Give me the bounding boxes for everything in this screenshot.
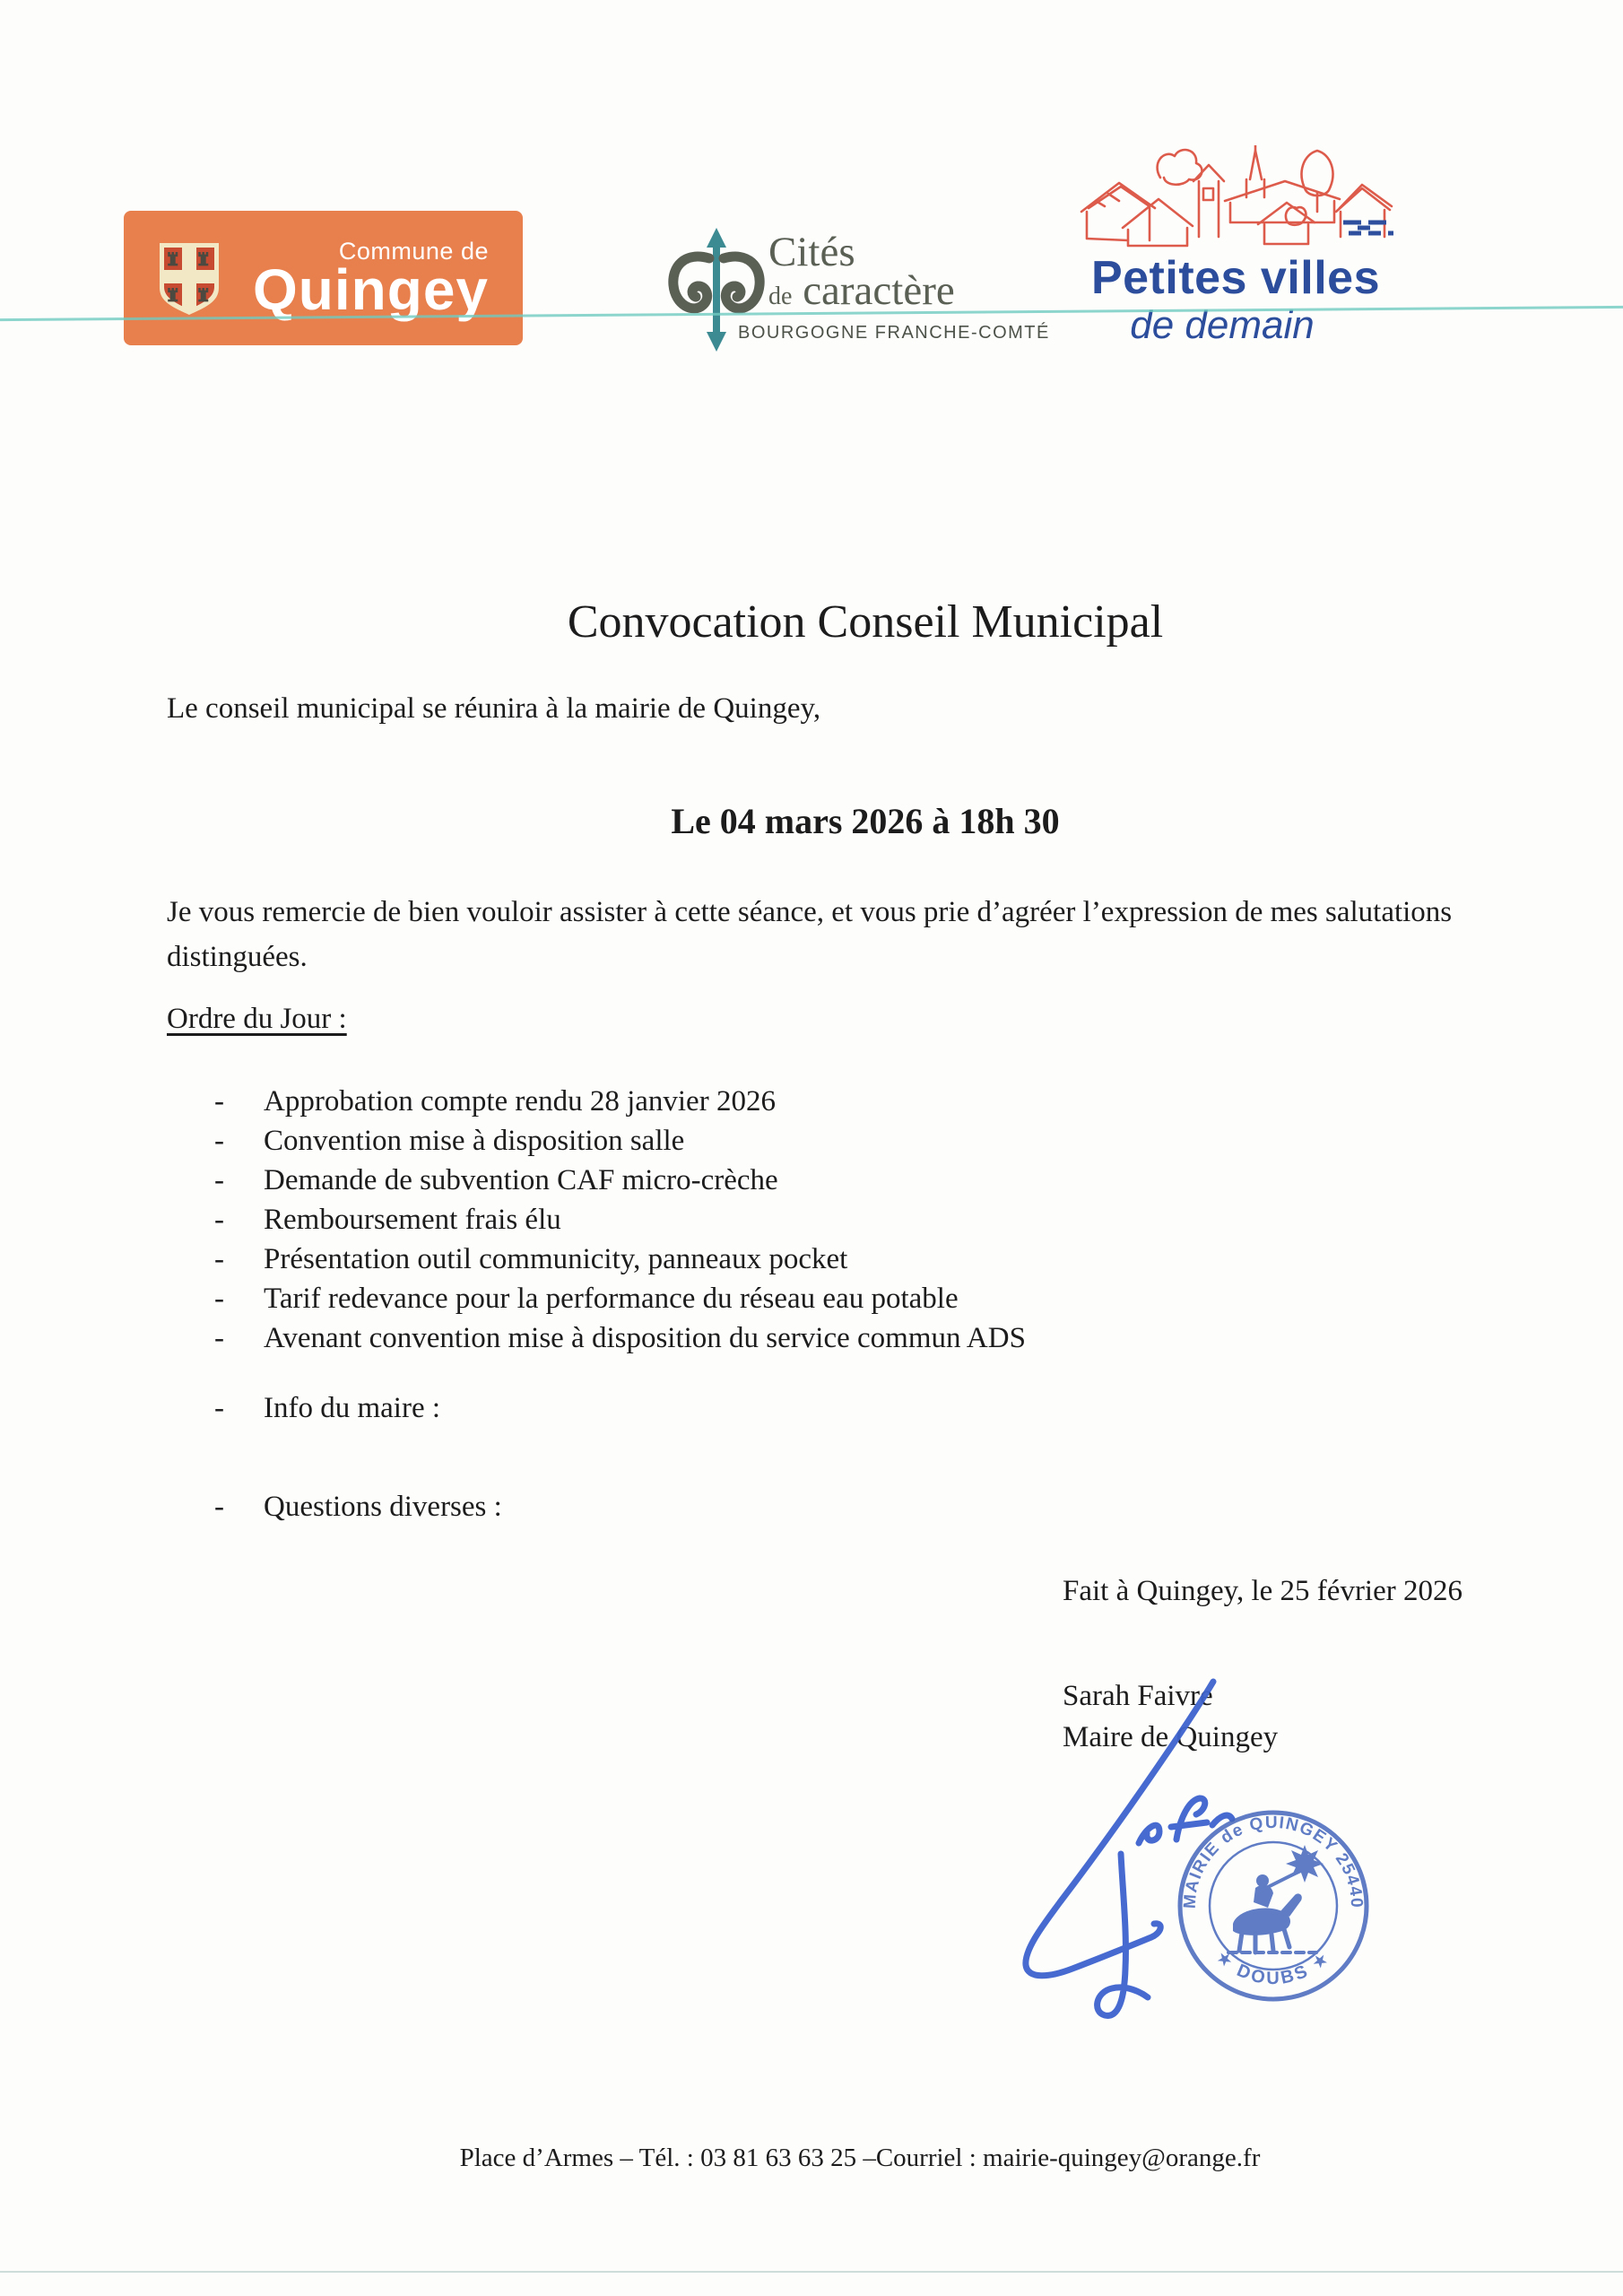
document-title: Convocation Conseil Municipal	[567, 596, 1164, 648]
quingey-logo-tagline: Commune de	[338, 238, 489, 265]
bullet-dash: -	[214, 1204, 224, 1236]
agenda-item-questions-diverses	[214, 1491, 502, 1524]
agenda-item-text: Avenant convention mise à disposition du service commun ADS	[264, 1322, 1026, 1354]
footer-contact: Place d’Armes – Tél. : 03 81 63 63 25 –Courriel : mairie-quingey@orange.fr	[459, 2144, 1261, 2172]
stamp-text-top: MAIRIE de QUINGEY 25440	[1180, 1813, 1367, 1909]
agenda-item-text: Présentation outil communicity, panneaux pocket	[264, 1243, 848, 1275]
courtesy-paragraph: Je vous remercie de bien vouloir assister à cette séance, et vous prie d’agréer l’expression de mes salutations distinguées.	[167, 896, 1453, 973]
petites-villes-de-demain-logo	[1074, 145, 1406, 361]
closing-place-date: Fait à Quingey, le 25 février 2026	[1063, 1575, 1462, 1607]
quingey-logo-name: Quingey	[252, 257, 489, 322]
signatory-name: Sarah Faivre	[1063, 1680, 1213, 1712]
meeting-datetime: Le 04 mars 2026 à 18h 30	[671, 801, 1060, 841]
quingey-coat-of-arms-icon	[158, 241, 221, 317]
intro-line: Le conseil municipal se réunira à la mairie de Quingey,	[167, 692, 821, 725]
cites-logo-region: BOURGOGNE FRANCHE-COMTÉ	[738, 323, 1050, 343]
cites-logo-line2: caractère	[803, 267, 955, 314]
agenda-item-text: Convention mise à disposition salle	[264, 1125, 685, 1157]
agenda-item-text: Info du maire :	[264, 1392, 441, 1424]
agenda-item	[214, 1082, 1026, 1121]
official-stamp	[1166, 1798, 1381, 2013]
agenda-item-text: Demande de subvention CAF micro-crèche	[264, 1164, 778, 1196]
pvd-logo-line1: Petites villes	[1090, 252, 1381, 304]
agenda-item	[214, 1239, 1026, 1279]
agenda-item-text: Approbation compte rendu 28 janvier 2026	[264, 1085, 776, 1118]
agenda-heading: Ordre du Jour :	[167, 1003, 347, 1035]
bullet-dash: -	[214, 1283, 224, 1315]
agenda-item	[214, 1200, 1026, 1239]
agenda-list	[214, 1082, 1026, 1358]
cites-logo-line1: Cités	[768, 229, 855, 275]
cites-de-caractere-logo	[668, 226, 1050, 352]
agenda-item	[214, 1121, 1026, 1161]
pvd-village-sketch-icon	[1074, 145, 1397, 253]
pvd-logo-line2: de demain	[1130, 303, 1315, 347]
stamp-text-bottom: ★ DOUBS ★	[1211, 1946, 1335, 1989]
scan-artifact-line-bottom	[0, 2271, 1623, 2273]
signatory-role: Maire de Quingey	[1063, 1721, 1279, 1753]
svg-text:MAIRIE de QUINGEY 25440	[1181, 1813, 1366, 1909]
bullet-dash: -	[214, 1125, 224, 1157]
bullet-dash: -	[214, 1164, 224, 1196]
agenda-item	[214, 1279, 1026, 1318]
agenda-item-info-maire	[214, 1392, 440, 1425]
bullet-dash: -	[214, 1491, 224, 1523]
agenda-item-text: Tarif redevance pour la performance du réseau eau potable	[264, 1283, 959, 1315]
agenda-item	[214, 1318, 1026, 1358]
bullet-dash: -	[214, 1085, 224, 1118]
agenda-item-text: Questions diverses :	[264, 1491, 502, 1523]
agenda-item-text: Remboursement frais élu	[264, 1204, 561, 1236]
bullet-dash: -	[214, 1392, 224, 1424]
bullet-dash: -	[214, 1243, 224, 1275]
bullet-dash: -	[214, 1322, 224, 1354]
stamp-crest-icon	[1228, 1845, 1324, 1952]
cites-logo-line2-prefix: de	[768, 283, 793, 310]
quingey-commune-logo	[124, 211, 523, 345]
agenda-item	[214, 1161, 1026, 1200]
